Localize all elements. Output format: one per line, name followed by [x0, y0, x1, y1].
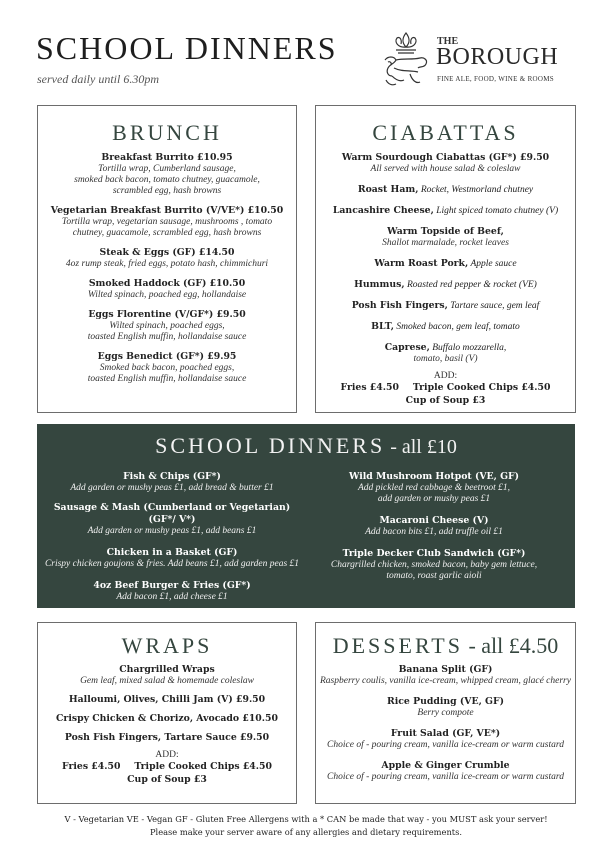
- section-price: - all £4.50: [462, 633, 559, 658]
- item-name: Fruit Salad (GF, VE*): [390, 728, 501, 739]
- menu-item: [303, 515, 565, 538]
- item-name: Warm Sourdough Ciabattas (GF*) £9.50: [341, 152, 550, 163]
- borough-logo: [380, 30, 580, 92]
- item-name: Fish & Chips (GF*): [123, 471, 221, 482]
- key-vegan: VE - Vegan: [126, 814, 173, 824]
- item-name: Smoked Haddock (GF) £10.50: [88, 278, 246, 289]
- item-name: Triple Decker Club Sandwich (GF*): [342, 548, 526, 559]
- item-desc: Shallot marmalade, rocket leaves: [382, 238, 509, 248]
- key-vegetarian: V - Vegetarian: [64, 814, 125, 824]
- extra-chips: Triple Cooked Chips £4.50: [134, 761, 272, 772]
- add-label: ADD:: [155, 750, 179, 760]
- section-title: WRAPS: [121, 633, 213, 658]
- menu-item: [316, 258, 575, 270]
- item-desc: Choice of - pouring cream, vanilla ice-cream or warm custard: [327, 740, 564, 750]
- logo-the: THE: [437, 36, 459, 47]
- brunch-section: [37, 105, 297, 413]
- extras-line: [316, 381, 575, 394]
- item-name: Posh Fish Fingers,: [351, 300, 448, 311]
- menu-item: [316, 184, 575, 196]
- ciabattas-section: [315, 105, 576, 413]
- item-name: BLT,: [371, 321, 394, 332]
- menu-item: [316, 760, 575, 783]
- item-desc: tomato, roast garlic aioli: [386, 571, 482, 581]
- menu-item: [41, 547, 303, 570]
- item-name: Crispy Chicken & Chorizo, Avocado £10.50: [56, 713, 278, 724]
- allergy-note: Please make your server aware of any allergies and dietary requirements.: [149, 827, 463, 837]
- item-desc: Wilted spinach, poached egg, hollandaise: [87, 290, 247, 300]
- item-name: Eggs Benedict (GF*) £9.95: [97, 351, 237, 362]
- menu-item: [38, 309, 296, 343]
- item-name: Sausage & Mash (Cumberland or Vegetarian) (GF*/ V*): [53, 502, 291, 525]
- menu-item: [316, 696, 575, 719]
- logo-brand: BOROUGH: [436, 44, 559, 70]
- item-desc: Berry compote: [417, 708, 474, 718]
- desserts-section: [315, 622, 576, 804]
- item-name: Warm Topside of Beef,: [387, 226, 504, 237]
- section-title-text: DESSERTS: [332, 633, 463, 658]
- menu-item: [38, 694, 296, 706]
- item-name: Rice Pudding (VE, GF): [387, 696, 504, 707]
- item-name: Banana Split (GF): [398, 664, 493, 675]
- item-name: Wild Mushroom Hotpot (VE, GF): [348, 471, 520, 482]
- menu-item: [38, 713, 296, 725]
- item-desc: add garden or mushy peas £1: [377, 494, 491, 504]
- menu-item: [316, 152, 575, 175]
- key-gluten-free: GF - Gluten Free: [175, 814, 247, 824]
- item-desc: smoked back bacon, tomato chutney, guacamole,: [74, 175, 260, 185]
- item-name: Posh Fish Fingers, Tartare Sauce £9.50: [64, 732, 270, 743]
- item-desc: scrambled egg, hash browns: [112, 186, 222, 196]
- item-name: Apple & Ginger Crumble: [381, 760, 510, 771]
- wraps-section: [37, 622, 297, 804]
- add-label: ADD:: [433, 371, 458, 381]
- menu-item: [316, 205, 575, 217]
- extra-soup: Cup of Soup £3: [405, 395, 486, 406]
- menu-item: [303, 548, 565, 582]
- item-name: Breakfast Burrito £10.95: [101, 152, 233, 163]
- left-column: [37, 465, 303, 603]
- item-desc: Buffalo mozzarella,: [429, 343, 507, 353]
- menu-item: [38, 278, 296, 301]
- item-name: Eggs Florentine (V/GF*) £9.50: [88, 309, 246, 320]
- item-desc: Tortilla wrap, vegetarian sausage, mushrooms , tomato: [61, 217, 273, 227]
- extras-line: [38, 760, 296, 773]
- menu-item: [41, 580, 303, 603]
- item-desc: Roasted red pepper & rocket (VE): [404, 280, 537, 290]
- menu-item: [316, 321, 575, 333]
- item-desc: Choice of - pouring cream, vanilla ice-cream or warm custard: [327, 772, 564, 782]
- item-desc: Chargrilled chicken, smoked bacon, baby gem lettuce,: [330, 560, 538, 570]
- item-desc: toasted English muffin, hollandaise sauce: [87, 374, 247, 384]
- item-desc: Gem leaf, mixed salad & homemade coleslaw: [80, 676, 254, 686]
- extra-fries: Fries £4.50: [340, 382, 399, 393]
- item-name: Warm Roast Pork,: [374, 258, 469, 269]
- item-desc: All served with house salad & coleslaw: [370, 164, 521, 174]
- item-name: Macaroni Cheese (V): [379, 515, 489, 526]
- menu-item: [38, 247, 296, 270]
- section-title-text: SCHOOL DINNERS: [155, 433, 386, 458]
- item-desc: Tortilla wrap, Cumberland sausage,: [98, 164, 236, 174]
- page-subtitle: served daily until 6.30pm: [37, 72, 159, 86]
- logo-tagline: FINE ALE, FOOD, WINE & ROOMS: [437, 75, 554, 83]
- item-desc: Rocket, Westmorland chutney: [418, 185, 534, 195]
- item-desc: chutney, guacamole, scrambled egg, hash browns: [72, 228, 262, 238]
- menu-item: [38, 732, 296, 744]
- item-name: Vegetarian Breakfast Burrito (V/VE*) £10.50: [50, 205, 284, 216]
- item-name: Chicken in a Basket (GF): [106, 547, 238, 558]
- item-desc: 4oz rump steak, fried eggs, potato hash, chimmichuri: [65, 259, 269, 269]
- item-desc: Add garden or mushy peas £1, add bread & butter £1: [70, 483, 274, 493]
- section-title: CIABATTAS: [372, 120, 519, 145]
- menu-item: [316, 279, 575, 291]
- item-name: Roast Ham,: [357, 184, 419, 195]
- item-name: Chargrilled Wraps: [119, 664, 215, 675]
- item-name: Lancashire Cheese,: [332, 205, 434, 216]
- extra-fries: Fries £4.50: [62, 761, 121, 772]
- item-desc: Light spiced tomato chutney (V): [433, 206, 559, 216]
- extra-chips: Triple Cooked Chips £4.50: [412, 382, 551, 393]
- item-desc: tomato, basil (V): [413, 354, 478, 364]
- menu-item: [316, 226, 575, 249]
- item-desc: Tartare sauce, gem leaf: [447, 301, 540, 311]
- section-title: [37, 433, 575, 459]
- item-desc: Apple sauce: [468, 259, 517, 269]
- item-name: Steak & Eggs (GF) £14.50: [99, 247, 235, 258]
- item-desc: toasted English muffin, hollandaise sauce: [87, 332, 247, 342]
- right-column: [303, 465, 575, 603]
- item-desc: Add garden or mushy peas £1, add beans £1: [87, 526, 257, 536]
- item-desc: Smoked bacon, gem leaf, tomato: [393, 322, 520, 332]
- dietary-key: [0, 814, 612, 824]
- menu-item: [38, 152, 296, 197]
- menu-item: [38, 351, 296, 385]
- key-allergens-note: Allergens with a * CAN be made that way - you MUST ask your server!: [248, 814, 548, 824]
- menu-item: [316, 342, 575, 365]
- item-name: 4oz Beef Burger & Fries (GF*): [93, 580, 251, 591]
- menu-item: [38, 664, 296, 687]
- item-name: Halloumi, Olives, Chilli Jam (V) £9.50: [68, 694, 266, 705]
- item-name: Caprese,: [384, 342, 430, 353]
- section-title: [316, 633, 575, 659]
- heraldic-lion-crest-icon: [380, 30, 432, 92]
- section-price: - all £10: [385, 436, 457, 458]
- item-desc: Crispy chicken goujons & fries. Add beans £1, add garden peas £1: [44, 559, 300, 569]
- page-title: SCHOOL DINNERS: [36, 30, 338, 66]
- item-desc: Wilted spinach, poached eggs,: [109, 321, 225, 331]
- menu-item: [41, 502, 303, 537]
- item-desc: Add bacon £1, add cheese £1: [116, 592, 228, 602]
- extra-soup: Cup of Soup £3: [127, 774, 207, 785]
- item-desc: Smoked back bacon, poached eggs,: [99, 363, 235, 373]
- item-desc: Add pickled red cabbage & beetroot £1,: [357, 483, 511, 493]
- menu-item: [316, 728, 575, 751]
- menu-item: [303, 471, 565, 505]
- menu-item: [38, 205, 296, 239]
- menu-item: [316, 300, 575, 312]
- item-desc: Add bacon bits £1, add truffle oil £1: [365, 527, 503, 537]
- menu-item: [41, 471, 303, 494]
- item-desc: Raspberry coulis, vanilla ice-cream, whipped cream, glacé cherry: [320, 676, 571, 686]
- item-name: Hummus,: [354, 279, 405, 290]
- menu-item: [316, 664, 575, 687]
- section-title: BRUNCH: [112, 120, 222, 145]
- school-dinners-section: [37, 424, 575, 608]
